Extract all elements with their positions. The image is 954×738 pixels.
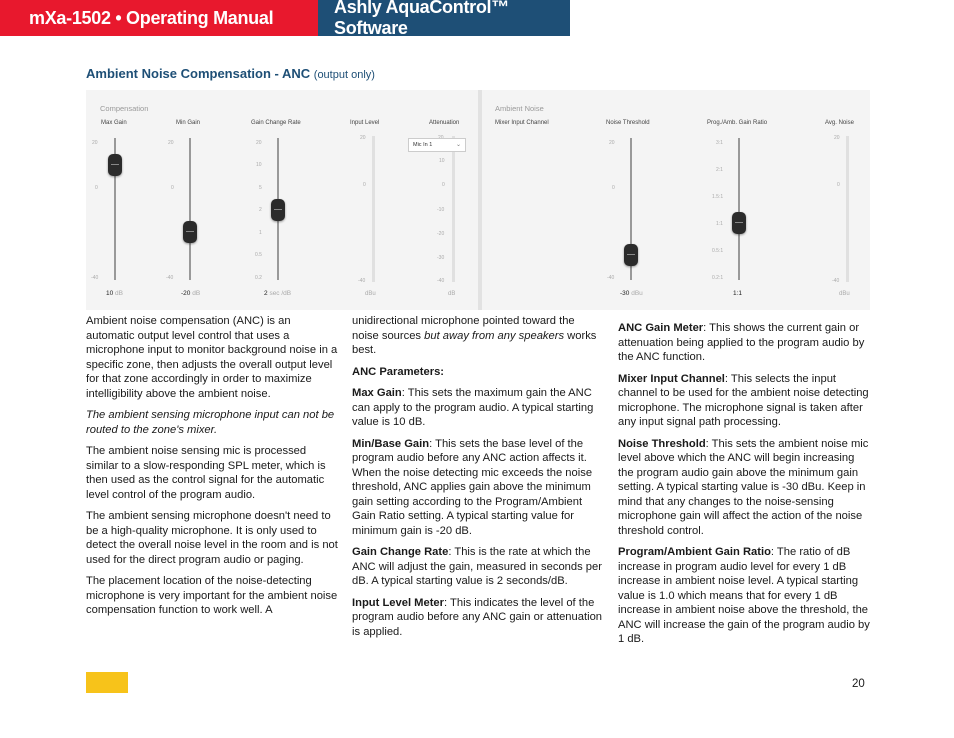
min-gain-value: -20 dB [181, 290, 201, 297]
gain-ratio-label: Prog./Amb. Gain Ratio [707, 120, 768, 126]
param-input-level-meter: Input Level Meter: This indicates the level of the program audio before any ANC gain or attenuation is applied. [352, 596, 603, 638]
input-level-tick: -40 [358, 278, 366, 284]
noise-threshold-label: Noise Threshold [606, 120, 650, 126]
noise-threshold-tick: 0 [612, 185, 615, 191]
gain-ratio-value: 1:1 [733, 290, 743, 297]
max-gain-tick: -40 [91, 275, 99, 281]
header-software-title: Ashly AquaControl™ Software [318, 0, 570, 36]
max-gain-tick: 20 [92, 140, 98, 146]
attenuation-tick: 10 [439, 158, 445, 164]
input-level-label: Input Level [350, 120, 380, 126]
gain-ratio-tick: 3:1 [716, 140, 723, 146]
attenuation-tick: 0 [442, 182, 445, 188]
attenuation-label: Attenuation [429, 120, 460, 126]
input-level-tick: 0 [363, 182, 366, 188]
max-gain-slider-handle[interactable] [108, 154, 122, 176]
chevron-down-icon: ⌄ [455, 142, 461, 148]
ambient-noise-title: Ambient Noise [495, 104, 544, 113]
param-max-gain: Max Gain: This sets the maximum gain the ANC can apply to the program audio. A typical starting value is 10 dB. [352, 387, 594, 428]
input-level-meter [372, 136, 375, 282]
rate-tick: 20 [256, 140, 262, 146]
attenuation-tick: -20 [437, 231, 445, 237]
header-manual-title: mXa-1502 • Operating Manual [0, 0, 318, 36]
paragraph: The placement location of the noise-detecting microphone is very important for the ambient noise compensation function to work well. A [86, 575, 338, 616]
avg-noise-meter [846, 136, 849, 282]
gain-ratio-tick: 0.5:1 [712, 248, 724, 254]
gain-ratio-tick: 1.5:1 [712, 194, 724, 200]
attenuation-meter [452, 136, 455, 282]
paragraph: Ambient noise compensation (ANC) is an automatic output level control that uses a microphone input to monitor background noise in a specific zone, then adjusts the overall output level for that zone accordingly in order to maximize intelligibility above the ambient noise. [86, 315, 338, 400]
anc-screenshot [86, 90, 870, 310]
param-min-gain: Min/Base Gain: This sets the base level of the program audio before any ANC action affects it. When the noise detecting mic exceeds the noise threshold, ANC applies gain above the minimum gain setting according to the Program/Ambient Gain Ratio setting. A typical starting value for minimum gain is -20 dB. [352, 437, 593, 537]
mixer-input-channel-select[interactable] [408, 138, 466, 152]
rate-tick: 1 [259, 230, 262, 236]
compensation-pane [86, 90, 478, 310]
attenuation-tick: -30 [437, 255, 445, 261]
avg-noise-tick: -40 [832, 278, 840, 284]
rate-tick: 0.5 [255, 252, 262, 258]
paragraph: The ambient noise sensing mic is processed similar to a slow-responding SPL meter, which is then used as the control signal for the automatic level control of the program audio. [86, 445, 326, 501]
rate-tick: 2 [259, 207, 262, 213]
attenuation-unit: dB [448, 291, 456, 297]
gain-ratio-tick: 1:1 [716, 221, 723, 227]
text-column-3 [618, 321, 870, 654]
min-gain-tick: 20 [168, 140, 174, 146]
max-gain-value: 10 dB [106, 290, 123, 297]
noise-threshold-tick: 20 [609, 140, 615, 146]
text-column-1 [86, 314, 338, 625]
gain-change-rate-slider-handle[interactable] [271, 199, 285, 221]
max-gain-tick: 0 [95, 185, 98, 191]
input-level-unit: dBu [365, 291, 376, 297]
gain-ratio-track[interactable] [738, 138, 740, 280]
attenuation-tick: -10 [437, 207, 445, 213]
gain-ratio-tick: 2:1 [716, 167, 723, 173]
avg-noise-tick: 0 [837, 182, 840, 188]
compensation-title: Compensation [100, 104, 149, 113]
min-gain-track[interactable] [189, 138, 191, 280]
param-gain-change-rate: Gain Change Rate: This is the rate at which the ANC will adjust the gain, measured in seconds per dB. A typical starting value is 2 seconds/dB. [352, 546, 602, 587]
param-mixer-input-channel: Mixer Input Channel: This selects the input channel to be used for the ambient noise detecting microphone. The microphone signal is taken after any input signal path processing. [618, 372, 869, 428]
gain-ratio-tick: 0.2:1 [712, 275, 724, 281]
rate-tick: 5 [259, 185, 262, 191]
min-gain-tick: -40 [166, 275, 174, 281]
avg-noise-label: Avg. Noise [825, 120, 854, 126]
mixer-input-channel-label: Mixer Input Channel [495, 120, 549, 126]
section-subtitle: (output only) [313, 69, 375, 81]
rate-tick: 10 [256, 162, 262, 168]
gain-change-rate-value: 2 sec /dB [264, 290, 292, 297]
params-heading: ANC Parameters: [352, 365, 445, 378]
rate-tick: 0.2 [255, 275, 262, 281]
paragraph: The ambient sensing microphone doesn't need to be a high-quality microphone. It is only used to detect the overall noise level in the room and is not used for the direct program audio or paging. [86, 510, 338, 566]
min-gain-label: Min Gain [176, 120, 201, 126]
avg-noise-unit: dBu [839, 291, 850, 297]
avg-noise-tick: 20 [834, 135, 840, 141]
gain-ratio-slider-handle[interactable] [732, 212, 746, 234]
min-gain-slider-handle[interactable] [183, 221, 197, 243]
noise-threshold-value: -30 dBu [620, 290, 643, 297]
param-gain-ratio: Program/Ambient Gain Ratio: The ratio of dB increase in program audio level for every 1 dB increase in ambient noise level. A typical starting value is 1.0 which means that for every 1 dB increase in ambient noise above the threshold, the ANC will increase the gain of the program audio by 1 dB. [618, 546, 870, 645]
page-number: 20 [852, 678, 865, 690]
paragraph: unidirectional microphone pointed toward the noise sources but away from any speakers works best. [352, 315, 597, 356]
param-anc-gain-meter: ANC Gain Meter: This shows the current gain or attenuation being applied to the program audio by the ANC function. [618, 322, 865, 363]
ambient-noise-pane [482, 90, 870, 310]
max-gain-label: Max Gain [101, 120, 127, 126]
param-noise-threshold: Noise Threshold: This sets the ambient noise mic level above which the ANC will begin increasing the program audio gain above the minimum gain setting. A typical starting value is -30 dBu. Keep in mind that any changes to the noise-sensing microphone gain will affect the action of the noise threshold control. [618, 437, 869, 537]
section-title [86, 66, 375, 81]
min-gain-tick: 0 [171, 185, 174, 191]
section-title-text: Ambient Noise Compensation - ANC [86, 66, 311, 81]
noise-threshold-slider-handle[interactable] [624, 244, 638, 266]
text-column-2 [352, 314, 604, 646]
mixer-input-channel-selected: Mic In 1 [413, 142, 433, 148]
input-level-tick: 20 [360, 135, 366, 141]
noise-threshold-tick: -40 [607, 275, 615, 281]
note-paragraph: The ambient sensing microphone input can not be routed to the zone's mixer. [86, 409, 335, 436]
section-color-tab [86, 672, 128, 693]
attenuation-tick: -40 [437, 278, 445, 284]
gain-change-rate-label: Gain Change Rate [251, 120, 301, 126]
